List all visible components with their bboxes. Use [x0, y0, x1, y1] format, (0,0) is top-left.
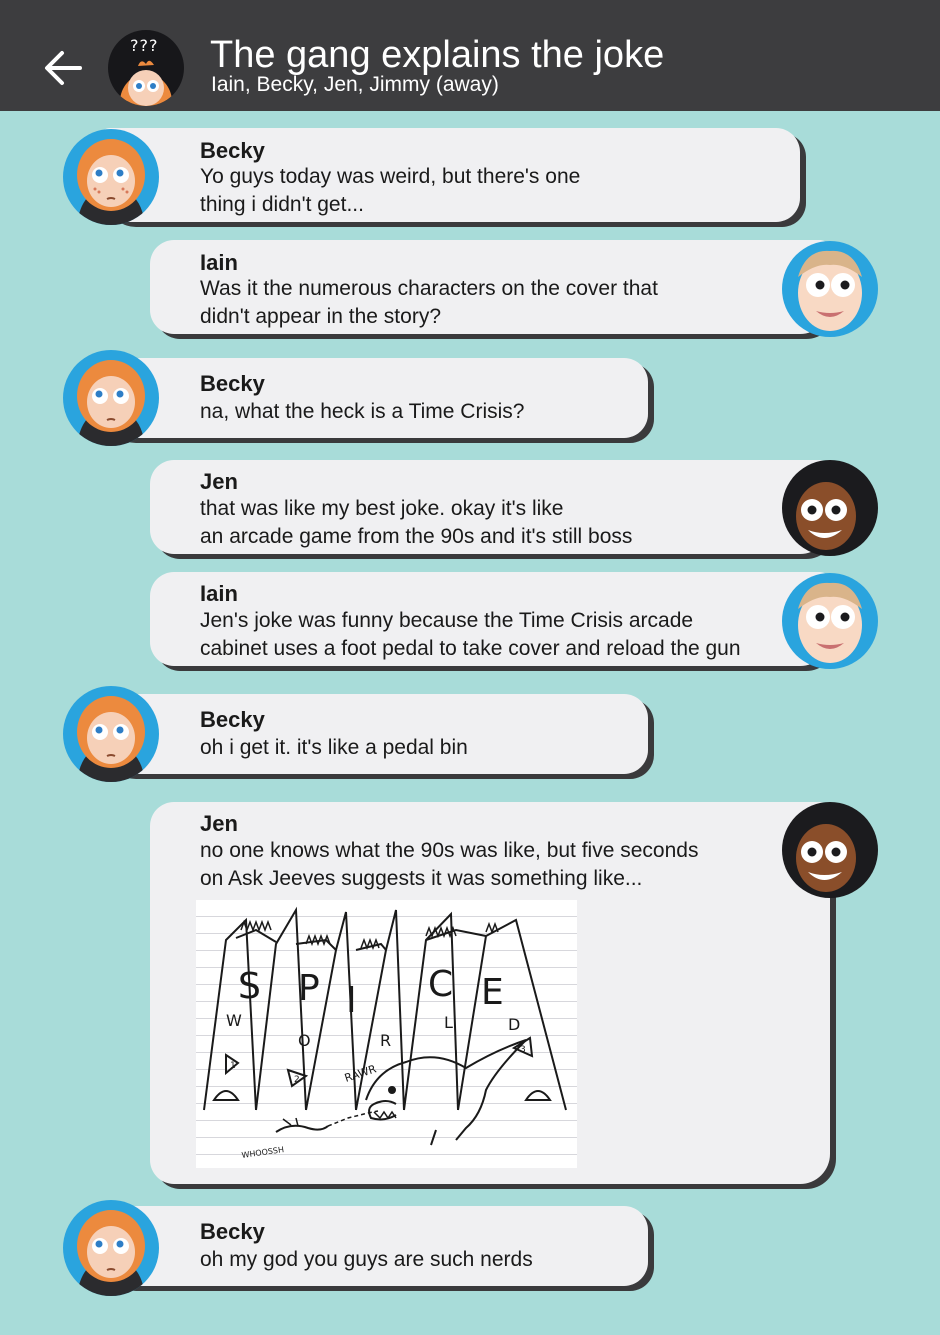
message-bubble [100, 128, 800, 222]
message-bubble [150, 460, 830, 554]
jen-face-icon [782, 460, 878, 556]
sender-name: Becky [200, 707, 265, 732]
message-bubble [100, 1206, 648, 1286]
sketch-number: 1 [230, 1061, 236, 1071]
message-becky[interactable] [0, 358, 940, 448]
becky-face-icon [63, 350, 159, 446]
message-bubble [100, 358, 648, 438]
sender-name: Iain [200, 581, 238, 606]
message-iain[interactable] [0, 572, 940, 672]
sketch-letter: S [238, 966, 261, 1007]
message-text: oh my god you guys are such nerds [200, 1248, 533, 1271]
becky-avatar[interactable] [63, 129, 159, 225]
becky-face-icon [63, 129, 159, 225]
iain-face-icon [782, 241, 878, 337]
sketch-number: 3 [520, 1045, 526, 1055]
sketch-drawing [196, 900, 577, 1168]
sender-name: Iain [200, 250, 238, 275]
message-text: Jen's joke was funny because the Time Crisis arcade cabinet uses a foot pedal to take cover and reload the gun [200, 609, 741, 660]
becky-face-icon [63, 686, 159, 782]
sketch-letter: L [444, 1013, 453, 1032]
message-text: Yo guys today was weird, but there's one thing i didn't get... [200, 165, 581, 216]
message-becky[interactable] [0, 694, 940, 784]
message-text: no one knows what the 90s was like, but five seconds on Ask Jeeves suggests it was something like... [200, 839, 699, 890]
message-bubble [150, 240, 830, 334]
becky-avatar[interactable] [63, 350, 159, 446]
spice-world-sketch-image[interactable] [196, 900, 577, 1168]
chat-header [0, 0, 940, 111]
message-becky[interactable] [0, 1206, 940, 1296]
message-iain[interactable] [0, 240, 940, 340]
iain-face-icon [782, 573, 878, 669]
becky-avatar[interactable] [63, 686, 159, 782]
sender-name: Jen [200, 469, 238, 494]
becky-face-icon [63, 1200, 159, 1296]
message-text: Was it the numerous characters on the cover that didn't appear in the story? [200, 277, 658, 328]
message-jen[interactable] [0, 460, 940, 560]
sketch-letter: O [298, 1031, 311, 1050]
group-avatar[interactable] [108, 30, 184, 106]
sketch-letter: D [508, 1015, 521, 1034]
sketch-letter: C [428, 964, 454, 1005]
sketch-letter: P [298, 968, 320, 1009]
sender-name: Becky [200, 138, 265, 163]
jen-avatar[interactable] [782, 802, 878, 898]
sender-name: Becky [200, 1219, 265, 1244]
sketch-letter: R [380, 1031, 392, 1050]
sketch-number: 2 [294, 1075, 300, 1085]
chat-participants: Iain, Becky, Jen, Jimmy (away) [211, 73, 499, 96]
iain-avatar[interactable] [782, 241, 878, 337]
becky-avatar[interactable] [63, 1200, 159, 1296]
message-text: na, what the heck is a Time Crisis? [200, 400, 525, 423]
sketch-roar-text: RAWR [342, 1062, 378, 1085]
message-text: that was like my best joke. okay it's like an arcade game from the 90s and it's still boss [200, 497, 633, 548]
message-bubble [150, 572, 830, 666]
jen-avatar[interactable] [782, 460, 878, 556]
message-bubble [150, 802, 830, 1184]
message-text: oh i get it. it's like a pedal bin [200, 736, 468, 759]
back-arrow-icon[interactable] [40, 44, 88, 92]
message-bubble [100, 694, 648, 774]
jen-face-icon [782, 802, 878, 898]
message-becky[interactable] [0, 128, 940, 228]
sketch-letter: W [226, 1011, 242, 1030]
message-jen-image[interactable] [0, 802, 940, 1194]
sketch-letter: I [346, 980, 357, 1021]
sketch-letter: E [481, 972, 504, 1013]
chat-title: The gang explains the joke [210, 34, 665, 76]
group-avatar-text: ??? [130, 36, 159, 55]
sender-name: Becky [200, 371, 265, 396]
sketch-whoosh-text: WHOOSSH [241, 1145, 285, 1160]
iain-avatar[interactable] [782, 573, 878, 669]
sender-name: Jen [200, 811, 238, 836]
